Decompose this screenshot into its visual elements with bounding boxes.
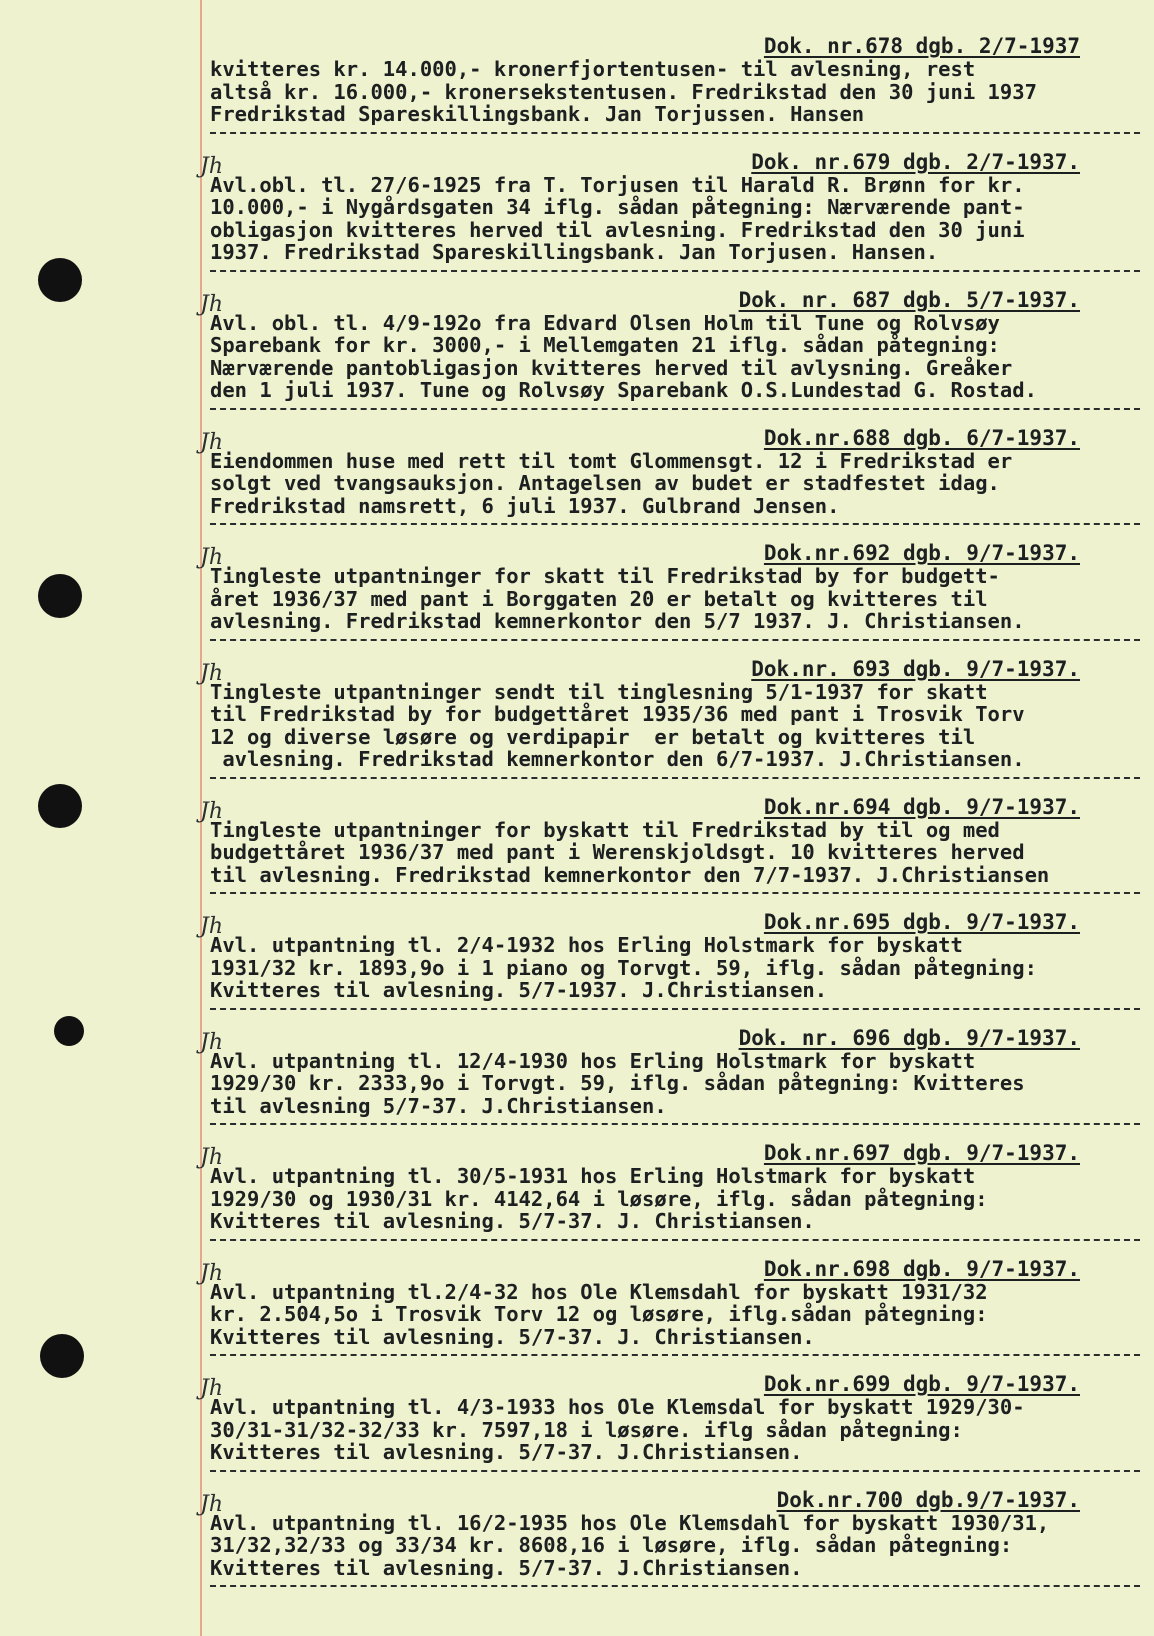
entry-line: kr. 2.504,5o i Trosvik Torv 12 og løsøre, iflg.sådan påtegning: (210, 1302, 988, 1326)
entry-header: Dok.nr.699 dgb. 9/7-1937. (763, 1372, 1080, 1396)
entry-header: Dok. nr.678 dgb. 2/7-1937 (763, 34, 1080, 58)
entry-line: Kvitteres til avlesning. 5/7-37. J. Christiansen. (210, 1209, 815, 1233)
entry-line: året 1936/37 med pant i Borggaten 20 er betalt og kvitteres til (210, 586, 988, 611)
entry-line: Avl. utpantning tl.2/4-32 hos Ole Klemsdahl for byskatt 1931/32 (210, 1279, 988, 1304)
entry-line: avlesning. Fredrikstad kemnerkontor den 6/7-1937. J.Christiansen. (210, 747, 1025, 771)
entry-line: 10.000,- i Nygårdsgaten 34 iflg. sådan påtegning: Nærværende pant- (210, 195, 1025, 219)
entry-line: 1937. Fredrikstad Spareskillingsbank. Jan Torjusen. Hansen. (210, 240, 939, 264)
entry-initials: Jh (200, 1029, 223, 1055)
entry-header: Dok. nr. 687 dgb. 5/7-1937. (738, 287, 1080, 312)
entry-line: 30/31-31/32-32/33 kr. 7597,18 i løsøre. iflg sådan påtegning: (210, 1417, 963, 1442)
entry-header: Dok.nr.695 dgb. 9/7-1937. (763, 910, 1080, 934)
entry-line: Avl. utpantning tl. 2/4-1932 hos Erling Holstmark for byskatt (210, 933, 963, 957)
entry-line: til avlesning. Fredrikstad kemnerkontor den 7/7-1937. J.Christiansen (210, 862, 1050, 887)
entry-header: Dok. nr.679 dgb. 2/7-1937. (751, 149, 1080, 174)
entry-initials: Jh (200, 1260, 223, 1286)
entry-line: 1931/32 kr. 1893,9o i 1 piano og Torvgt. 59, iflg. sådan påtegning: (210, 955, 1037, 980)
document-entry (200, 906, 1140, 1010)
document-entry (200, 1022, 1140, 1126)
entry-line: Avl. utpantning tl. 16/2-1935 hos Ole Klemsdahl for byskatt 1930/31, (210, 1510, 1050, 1535)
entry-initials: Jh (200, 1145, 223, 1170)
document-entry (200, 537, 1140, 641)
punch-hole (38, 784, 82, 828)
entry-line: Avl. utpantning tl. 12/4-1930 hos Erling Holstmark for byskatt (210, 1048, 976, 1073)
entry-line: Eiendommen huse med rett til tomt Glommensgt. 12 i Fredrikstad er (210, 448, 1013, 473)
document-entry (200, 146, 1140, 272)
entry-line: avlesning. Fredrikstad kemnerkontor den 5/7 1937. J. Christiansen. (210, 609, 1025, 633)
entry-initials: Jh (200, 1491, 223, 1517)
entry-line: Avl. utpantning tl. 30/5-1931 hos Erling Holstmark for byskatt (210, 1164, 976, 1188)
entry-line: Fredrikstad Spareskillingsbank. Jan Torjussen. Hansen (210, 102, 865, 126)
document-entry (200, 791, 1140, 895)
entry-initials: Jh (200, 545, 223, 570)
entry-line: Tingleste utpantninger for byskatt til Fredrikstad by til og med (210, 817, 1000, 842)
entry-header: Dok.nr.688 dgb. 6/7-1937. (763, 425, 1080, 450)
entry-header: Dok.nr. 693 dgb. 9/7-1937. (751, 656, 1080, 681)
entry-header: Dok.nr.700 dgb.9/7-1937. (776, 1487, 1080, 1512)
entry-line: 1929/30 og 1930/31 kr. 4142,64 i løsøre, iflg. sådan påtegning: (210, 1186, 988, 1211)
entry-line: Avl.obl. tl. 27/6-1925 fra T. Torjusen til Harald R. Brønn for kr. (210, 172, 1025, 197)
entry-line: til avlesning 5/7-37. J.Christiansen. (210, 1093, 667, 1118)
entry-initials: Jh (200, 660, 223, 686)
entry-line: Kvitteres til avlesning. 5/7-37. J.Christiansen. (210, 1555, 803, 1580)
entry-header: Dok.nr.697 dgb. 9/7-1937. (763, 1141, 1080, 1165)
entry-line: Avl. utpantning tl. 4/3-1933 hos Ole Klemsdal for byskatt 1929/30- (210, 1395, 1025, 1419)
entry-line: Tingleste utpantninger for skatt til Fredrikstad by for budgett- (210, 564, 1000, 588)
entry-initials: Jh (200, 914, 223, 939)
entry-header: Dok.nr.698 dgb. 9/7-1937. (763, 1256, 1080, 1281)
entry-header: Dok. nr. 696 dgb. 9/7-1937. (738, 1025, 1080, 1050)
entry-line: Nærværende pantobligasjon kvitteres herved til avlysning. Greåker (210, 355, 1013, 380)
entry-initials: Jh (200, 1376, 223, 1401)
punch-hole (38, 574, 82, 618)
entry-line: solgt ved tvangsauksjon. Antagelsen av budet er stadfestet idag. (210, 471, 1000, 495)
punch-hole (38, 258, 82, 302)
entry-line: budgettåret 1936/37 med pant i Werenskjoldsgt. 10 kvitteres herved (210, 840, 1025, 864)
document-entry (200, 653, 1140, 779)
document-entry (200, 422, 1140, 526)
entry-line: Sparebank for kr. 3000,- i Mellemgaten 21 iflg. sådan påtegning: (210, 333, 1000, 357)
document-entry (210, 30, 1140, 134)
document-entry (200, 1484, 1140, 1588)
entry-initials: Jh (200, 153, 223, 179)
entry-line: 1929/30 kr. 2333,9o i Torvgt. 59, iflg. sådan påtegning: Kvitteres (210, 1071, 1025, 1095)
entry-initials: Jh (200, 429, 223, 455)
entry-header: Dok.nr.692 dgb. 9/7-1937. (763, 541, 1080, 565)
entry-line: Kvitteres til avlesning. 5/7-37. J.Christiansen. (210, 1440, 803, 1464)
entry-line: til Fredrikstad by for budgettåret 1935/36 med pant i Trosvik Torv (210, 702, 1025, 726)
entry-line: Fredrikstad namsrett, 6 juli 1937. Gulbrand Jensen. (210, 493, 840, 518)
document-entry (200, 284, 1140, 410)
entries-list (200, 30, 1140, 1599)
entry-line: 31/32,32/33 og 33/34 kr. 8608,16 i løsøre, iflg. sådan påtegning: (210, 1533, 1013, 1557)
entry-initials: Jh (200, 798, 223, 824)
entry-line: obligasjon kvitteres herved til avlesning. Fredrikstad den 30 juni (210, 217, 1025, 242)
document-entry (200, 1137, 1140, 1241)
entry-line: Avl. obl. tl. 4/9-192o fra Edvard Olsen Holm til Tune og Rolvsøy (210, 310, 1000, 335)
document-entry (200, 1368, 1140, 1472)
entry-line: Kvitteres til avlesning. 5/7-37. J. Christiansen. (210, 1324, 815, 1349)
entry-line: 12 og diverse løsøre og verdipapir er betalt og kvitteres til (210, 724, 976, 749)
document-entry (200, 1253, 1140, 1357)
punch-hole (40, 1334, 84, 1378)
entry-initials: Jh (200, 291, 223, 317)
entry-line: Tingleste utpantninger sendt til tinglesning 5/1-1937 for skatt (210, 679, 988, 704)
entry-line: altså kr. 16.000,- kronersekstentusen. Fredrikstad den 30 juni 1937 (210, 79, 1037, 104)
punch-hole (54, 1016, 84, 1046)
entry-line: Kvitteres til avlesning. 5/7-1937. J.Christiansen. (210, 978, 828, 1002)
entry-line: den 1 juli 1937. Tune og Rolvsøy Sparebank O.S.Lundestad G. Rostad. (210, 378, 1037, 402)
entry-line: kvitteres kr. 14.000,- kronerfjortentusen- til avlesning, rest (210, 57, 976, 81)
entry-header: Dok.nr.694 dgb. 9/7-1937. (763, 794, 1080, 819)
